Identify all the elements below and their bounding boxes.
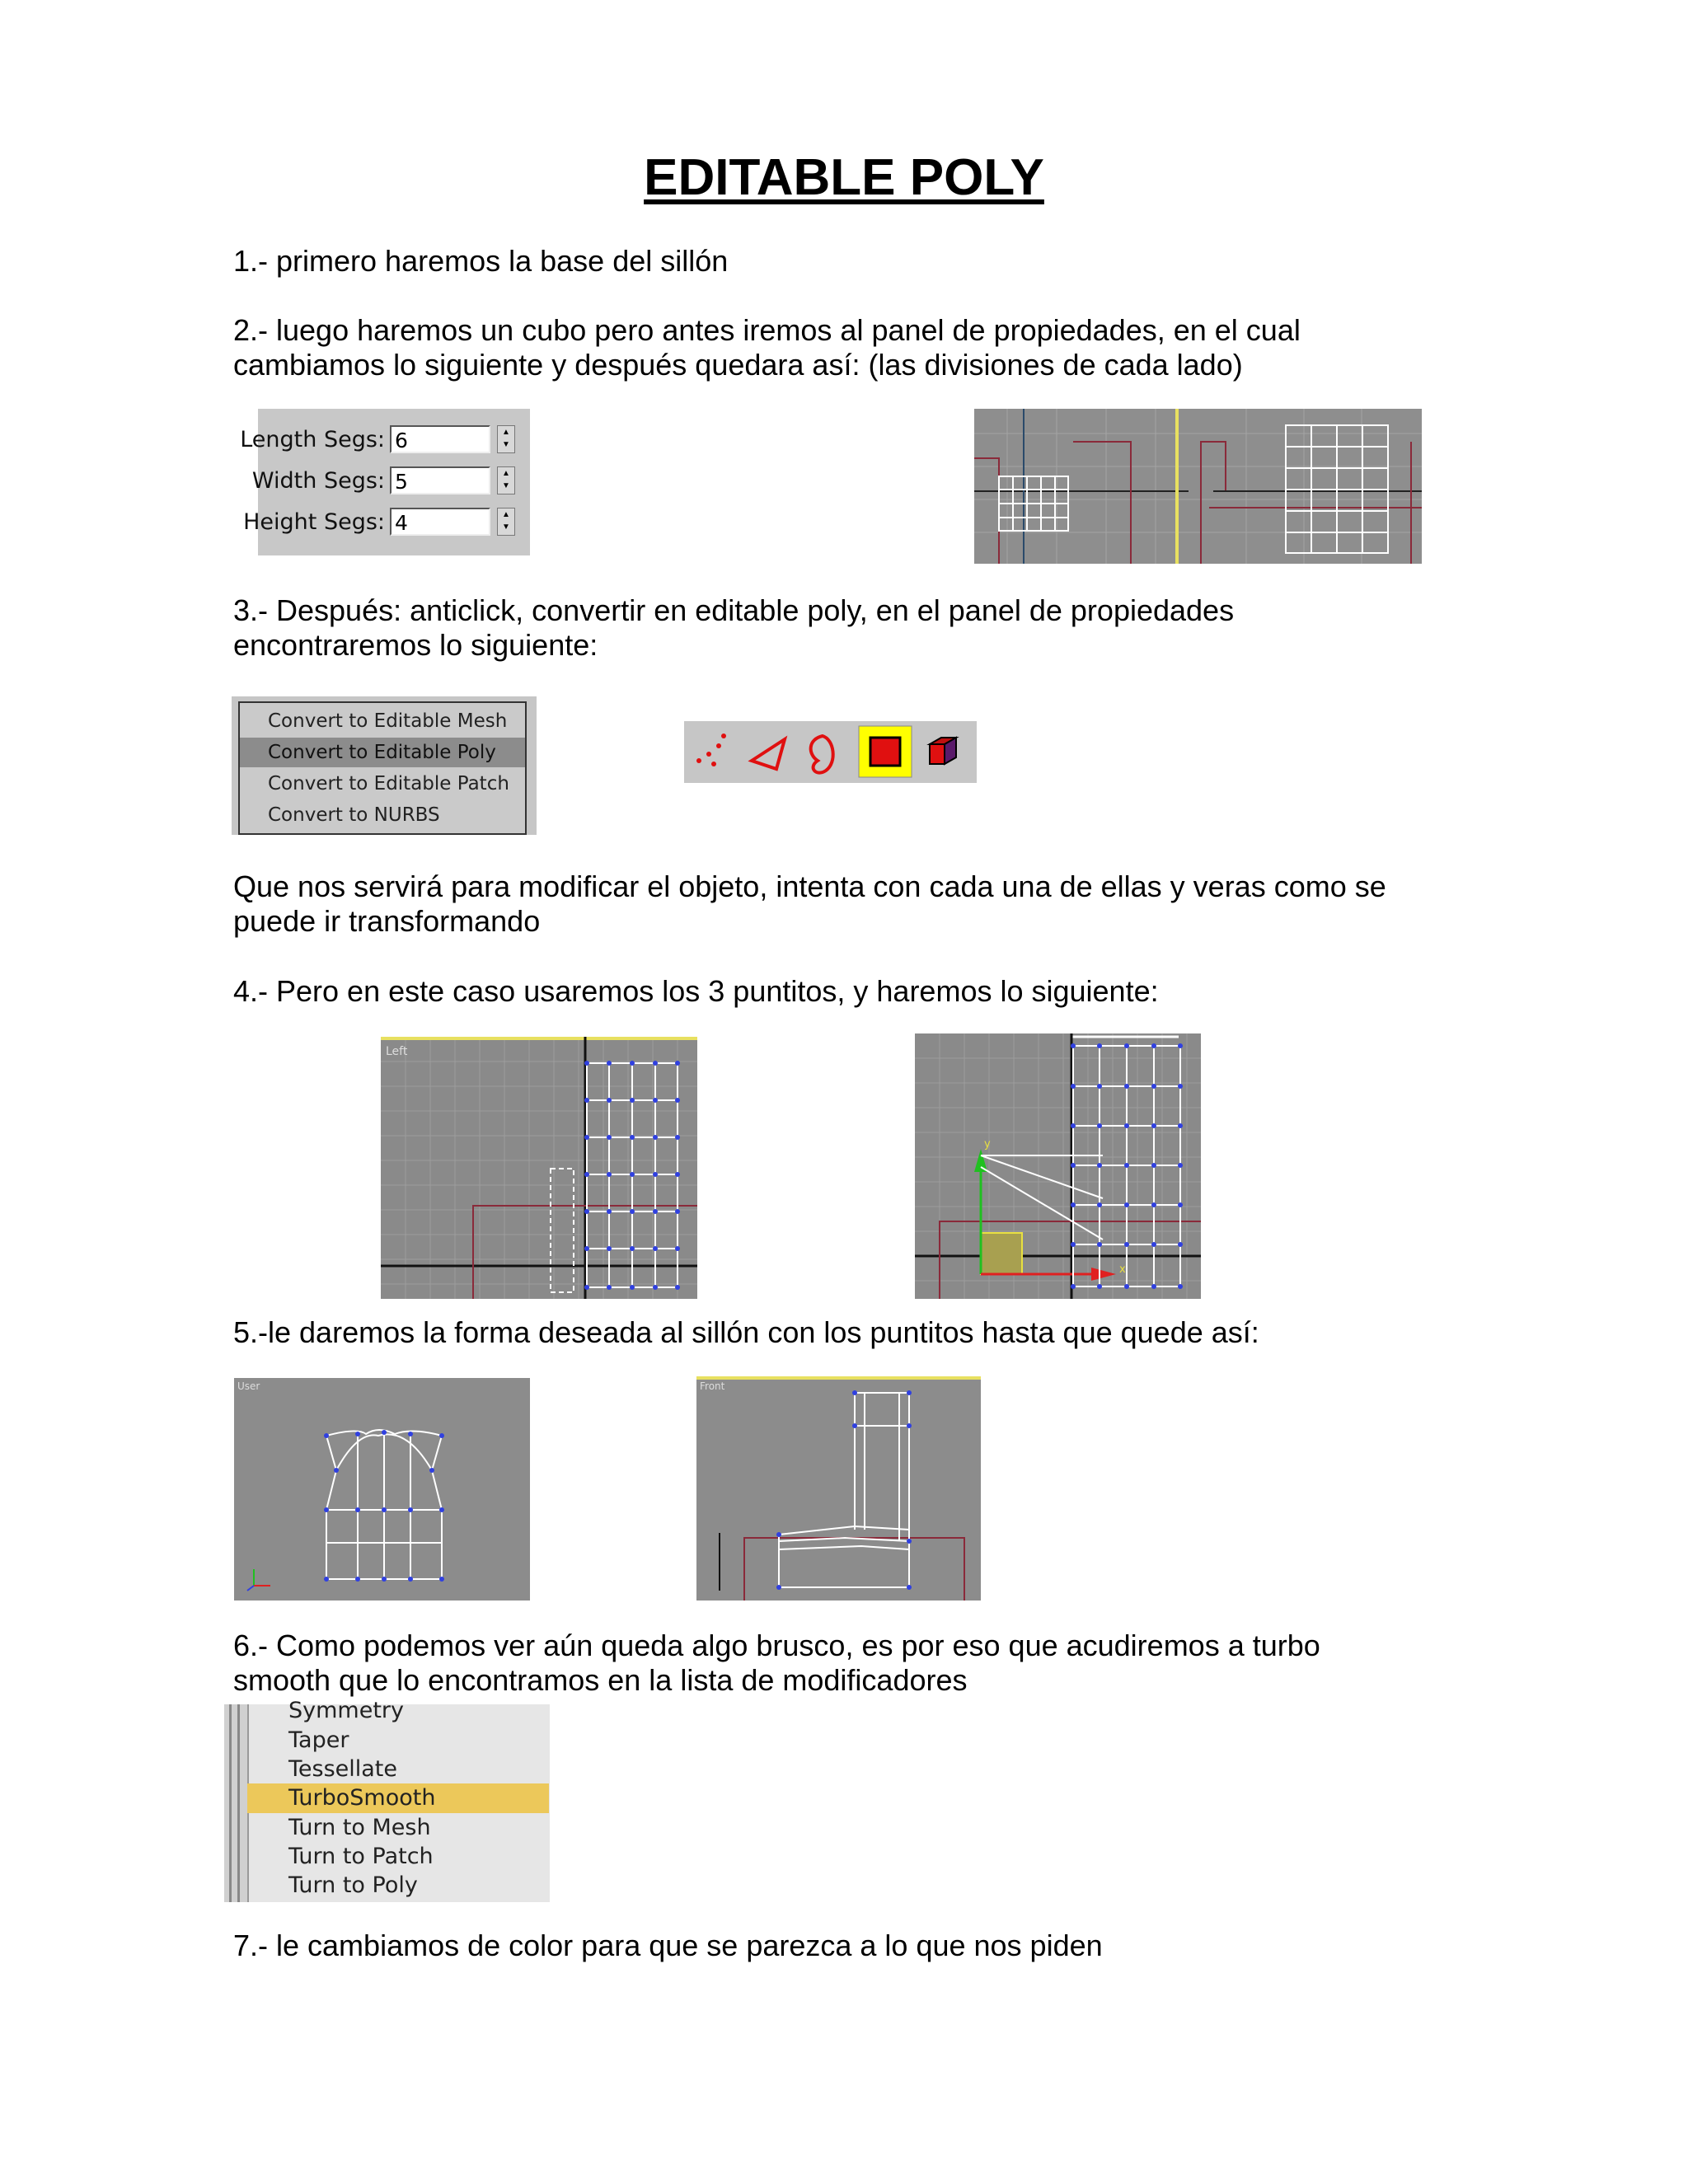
length-segs-label: Length Segs: [240, 427, 385, 452]
menu-item-convert-nurbs[interactable]: Convert to NURBS [268, 804, 440, 826]
step-3-line-1: 3.- Después: anticlick, convertir en editable poly, en el panel de propiedades [233, 593, 1235, 627]
vertex-icon[interactable] [696, 733, 726, 766]
cube-viewport [974, 409, 1422, 564]
modifier-turn-to-poly[interactable]: Turn to Poly [288, 1872, 418, 1898]
width-segs-spinner[interactable]: ▲ ▼ [497, 466, 515, 494]
viewport-label-user: User [237, 1380, 260, 1392]
chair-viewport-user [234, 1378, 530, 1601]
page-title: EDITABLE POLY [644, 149, 1044, 206]
height-segs-row [243, 506, 530, 539]
step-7: 7.- le cambiamos de color para que se parezca a lo que nos piden [233, 1929, 1103, 1962]
height-segs-field[interactable]: 4 [390, 508, 490, 536]
step-3-line-2: encontraremos lo siguiente: [233, 628, 598, 662]
modifier-turn-to-mesh[interactable]: Turn to Mesh [288, 1815, 431, 1840]
step-4: 4.- Pero en este caso usaremos los 3 puntitos, y haremos lo siguiente: [233, 974, 1159, 1008]
modifier-tessellate[interactable]: Tessellate [288, 1756, 398, 1782]
step-3-line-4: puede ir transformando [233, 904, 541, 938]
viewport-label-left: Left [386, 1045, 408, 1058]
length-segs-field[interactable]: 6 [390, 425, 490, 453]
axis-label-x: x [1119, 1263, 1126, 1276]
modifier-list [224, 1698, 550, 1902]
convert-context-menu [232, 696, 537, 835]
subobject-toolbar [684, 721, 977, 783]
step-6-line-2: smooth que lo encontramos en la lista de modificadores [233, 1663, 968, 1697]
height-segs-spinner[interactable]: ▲ ▼ [497, 508, 515, 536]
step-1: 1.- primero haremos la base del sillón [233, 244, 729, 278]
length-segs-spinner[interactable]: ▲ ▼ [497, 425, 515, 453]
modifier-turbosmooth[interactable]: TurboSmooth [247, 1783, 549, 1813]
modifier-symmetry[interactable]: Symmetry [288, 1698, 404, 1723]
width-segs-row [251, 465, 530, 498]
segments-panel [240, 409, 530, 555]
vertex-viewport-right [915, 1033, 1201, 1299]
axis-label-y: y [984, 1138, 991, 1151]
vertex-viewport-left [381, 1037, 697, 1299]
step-3-line-3: Que nos servirá para modificar el objeto, intenta con cada una de ellas y veras como se [233, 869, 1386, 903]
chair-viewport-front [696, 1376, 981, 1601]
modifier-taper[interactable]: Taper [288, 1727, 349, 1753]
width-segs-field[interactable]: 5 [390, 466, 490, 494]
menu-item-convert-poly[interactable]: Convert to Editable Poly [240, 738, 525, 767]
viewport-label-front: Front [700, 1380, 725, 1392]
step-5: 5.-le daremos la forma deseada al sillón con los puntitos hasta que quede así: [233, 1315, 1259, 1349]
menu-item-convert-mesh[interactable]: Convert to Editable Mesh [268, 710, 508, 732]
height-segs-label: Height Segs: [243, 509, 385, 535]
modifier-list-scrollbar[interactable] [224, 1704, 249, 1902]
width-segs-label: Width Segs: [251, 468, 385, 494]
element-icon[interactable] [930, 738, 956, 764]
length-segs-row [240, 424, 530, 457]
edge-icon[interactable] [752, 739, 785, 769]
step-2-line-2: cambiamos lo siguiente y después quedara así: (las divisiones de cada lado) [233, 348, 1243, 382]
menu-item-convert-patch[interactable]: Convert to Editable Patch [268, 773, 509, 794]
polygon-icon[interactable] [859, 726, 912, 777]
step-2-line-1: 2.- luego haremos un cubo pero antes iremos al panel de propiedades, en el cual [233, 313, 1301, 347]
convert-menu-box [238, 701, 527, 835]
modifier-turn-to-patch[interactable]: Turn to Patch [288, 1844, 434, 1869]
step-6-line-1: 6.- Como podemos ver aún queda algo brusco, es por eso que acudiremos a turbo [233, 1629, 1320, 1662]
border-icon[interactable] [811, 736, 833, 773]
